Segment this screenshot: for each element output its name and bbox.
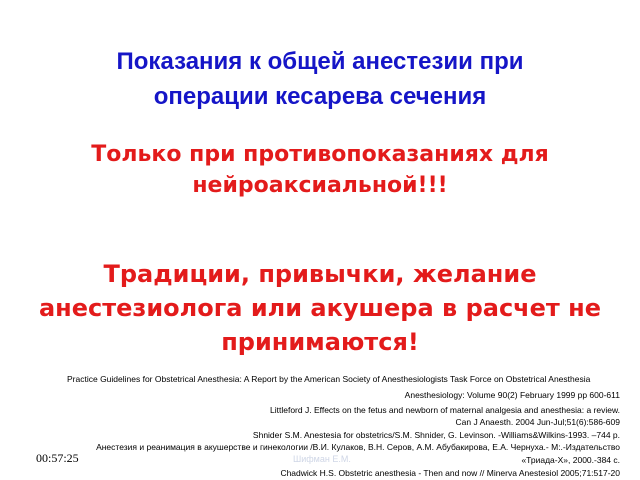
indication-statement (0, 139, 640, 201)
reference-item: «Триада-Х», 2000.-384 с. (521, 455, 620, 465)
reference-item: Anesthesiology: Volume 90(2) February 1999 pp 600-611 (404, 390, 620, 400)
reference-item: Анестезия и реанимация в акушерстве и гинекологии /В.И. Кулаков, В.Н. Серов, А.М. Абубакирова, Е.А. Чернуха.- М:.-Издательство (96, 442, 620, 452)
traditions-line-1: Традиции, привычки, желание (103, 260, 537, 288)
title-line-1: Показания к общей анестезии при (116, 48, 524, 75)
traditions-statement (0, 257, 640, 359)
timestamp: 00:57:25 (36, 451, 79, 465)
watermark: Шифман Е.М. (293, 454, 351, 464)
slide-title (0, 44, 640, 114)
reference-item: Practice Guidelines for Obstetrical Anesthesia: A Report by the American Society of Anesthesiologists Task Force on Obstetrical Anesthesia (67, 374, 591, 384)
traditions-line-2: анестезиолога или акушера в расчет не (38, 294, 602, 322)
reference-item: Can J Anaesth. 2004 Jun-Jul;51(6):586-609 (455, 417, 620, 427)
traditions-line-3: принимаются! (221, 328, 419, 356)
indication-line-2: нейроаксиальной!!! (192, 173, 448, 198)
title-line-2: операции кесарева сечения (153, 83, 487, 110)
reference-item: Littleford J. Effects on the fetus and newborn of maternal analgesia and anesthesia: a review. (270, 405, 620, 415)
reference-item: Chadwick H.S. Obstetric anesthesia - Then and now // Minerva Anestesiol 2005;71:517-20 (280, 468, 620, 478)
reference-item: Shnider S.M. Anestesia for obstetrics/S.M. Shnider, G. Levinson. -Williams&Wilkins-1993. –744 p. (252, 430, 620, 440)
indication-line-1: Только при противопоказаниях для (91, 142, 549, 167)
